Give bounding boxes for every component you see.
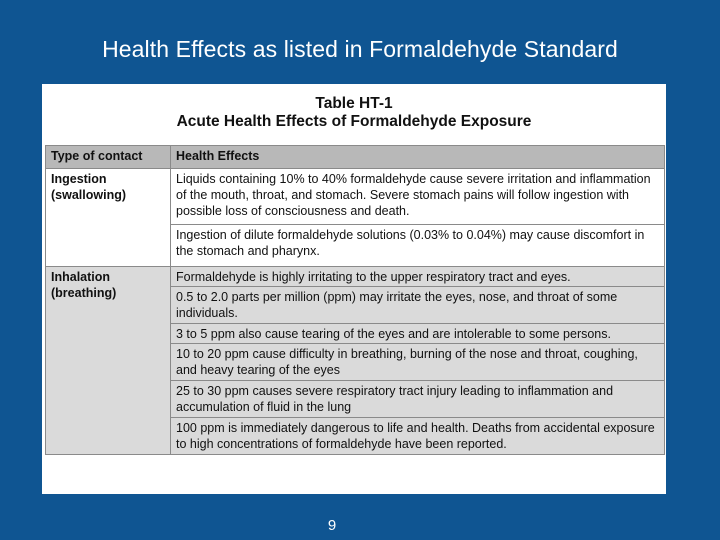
effect-cell: 25 to 30 ppm causes severe respiratory tract injury leading to inflammation and accumulation of fluid in the lung	[171, 381, 665, 418]
effect-cell: 100 ppm is immediately dangerous to life and health. Deaths from accidental exposure to high concentrations of formaldehyde have been reported.	[171, 418, 665, 455]
effect-cell: 0.5 to 2.0 parts per million (ppm) may irritate the eyes, nose, and throat of some individuals.	[171, 287, 665, 324]
table-header-row	[46, 146, 665, 169]
header-type-of-contact: Type of contact	[46, 146, 171, 169]
effect-cell: Ingestion of dilute formaldehyde solutions (0.03% to 0.04%) may cause discomfort in the stomach and pharynx.	[171, 225, 665, 267]
type-ingestion: Ingestion (swallowing)	[46, 169, 171, 267]
health-effects-table	[45, 145, 665, 455]
type-inhalation: Inhalation (breathing)	[46, 267, 171, 455]
effect-cell: 3 to 5 ppm also cause tearing of the eyes and are intolerable to some persons.	[171, 324, 665, 344]
effect-cell: Liquids containing 10% to 40% formaldehyde cause severe irritation and inflammation of the mouth, throat, and stomach. Severe stomach pains will follow ingestion with possible loss of consciousness and death.	[171, 169, 665, 225]
effect-cell: 10 to 20 ppm cause difficulty in breathing, burning of the nose and throat, coughing, and heavy tearing of the eyes	[171, 344, 665, 381]
table-heading	[42, 84, 666, 131]
page-number: 9	[327, 517, 337, 534]
table-caption: Acute Health Effects of Formaldehyde Exposure	[176, 113, 532, 130]
table-number: Table HT-1	[315, 95, 393, 112]
table-row	[46, 267, 665, 287]
header-health-effects: Health Effects	[171, 146, 665, 169]
health-effects-table-image	[42, 84, 666, 494]
table-row	[46, 169, 665, 225]
slide-title: Health Effects as listed in Formaldehyde Standard	[102, 36, 618, 62]
effect-cell: Formaldehyde is highly irritating to the upper respiratory tract and eyes.	[171, 267, 665, 287]
